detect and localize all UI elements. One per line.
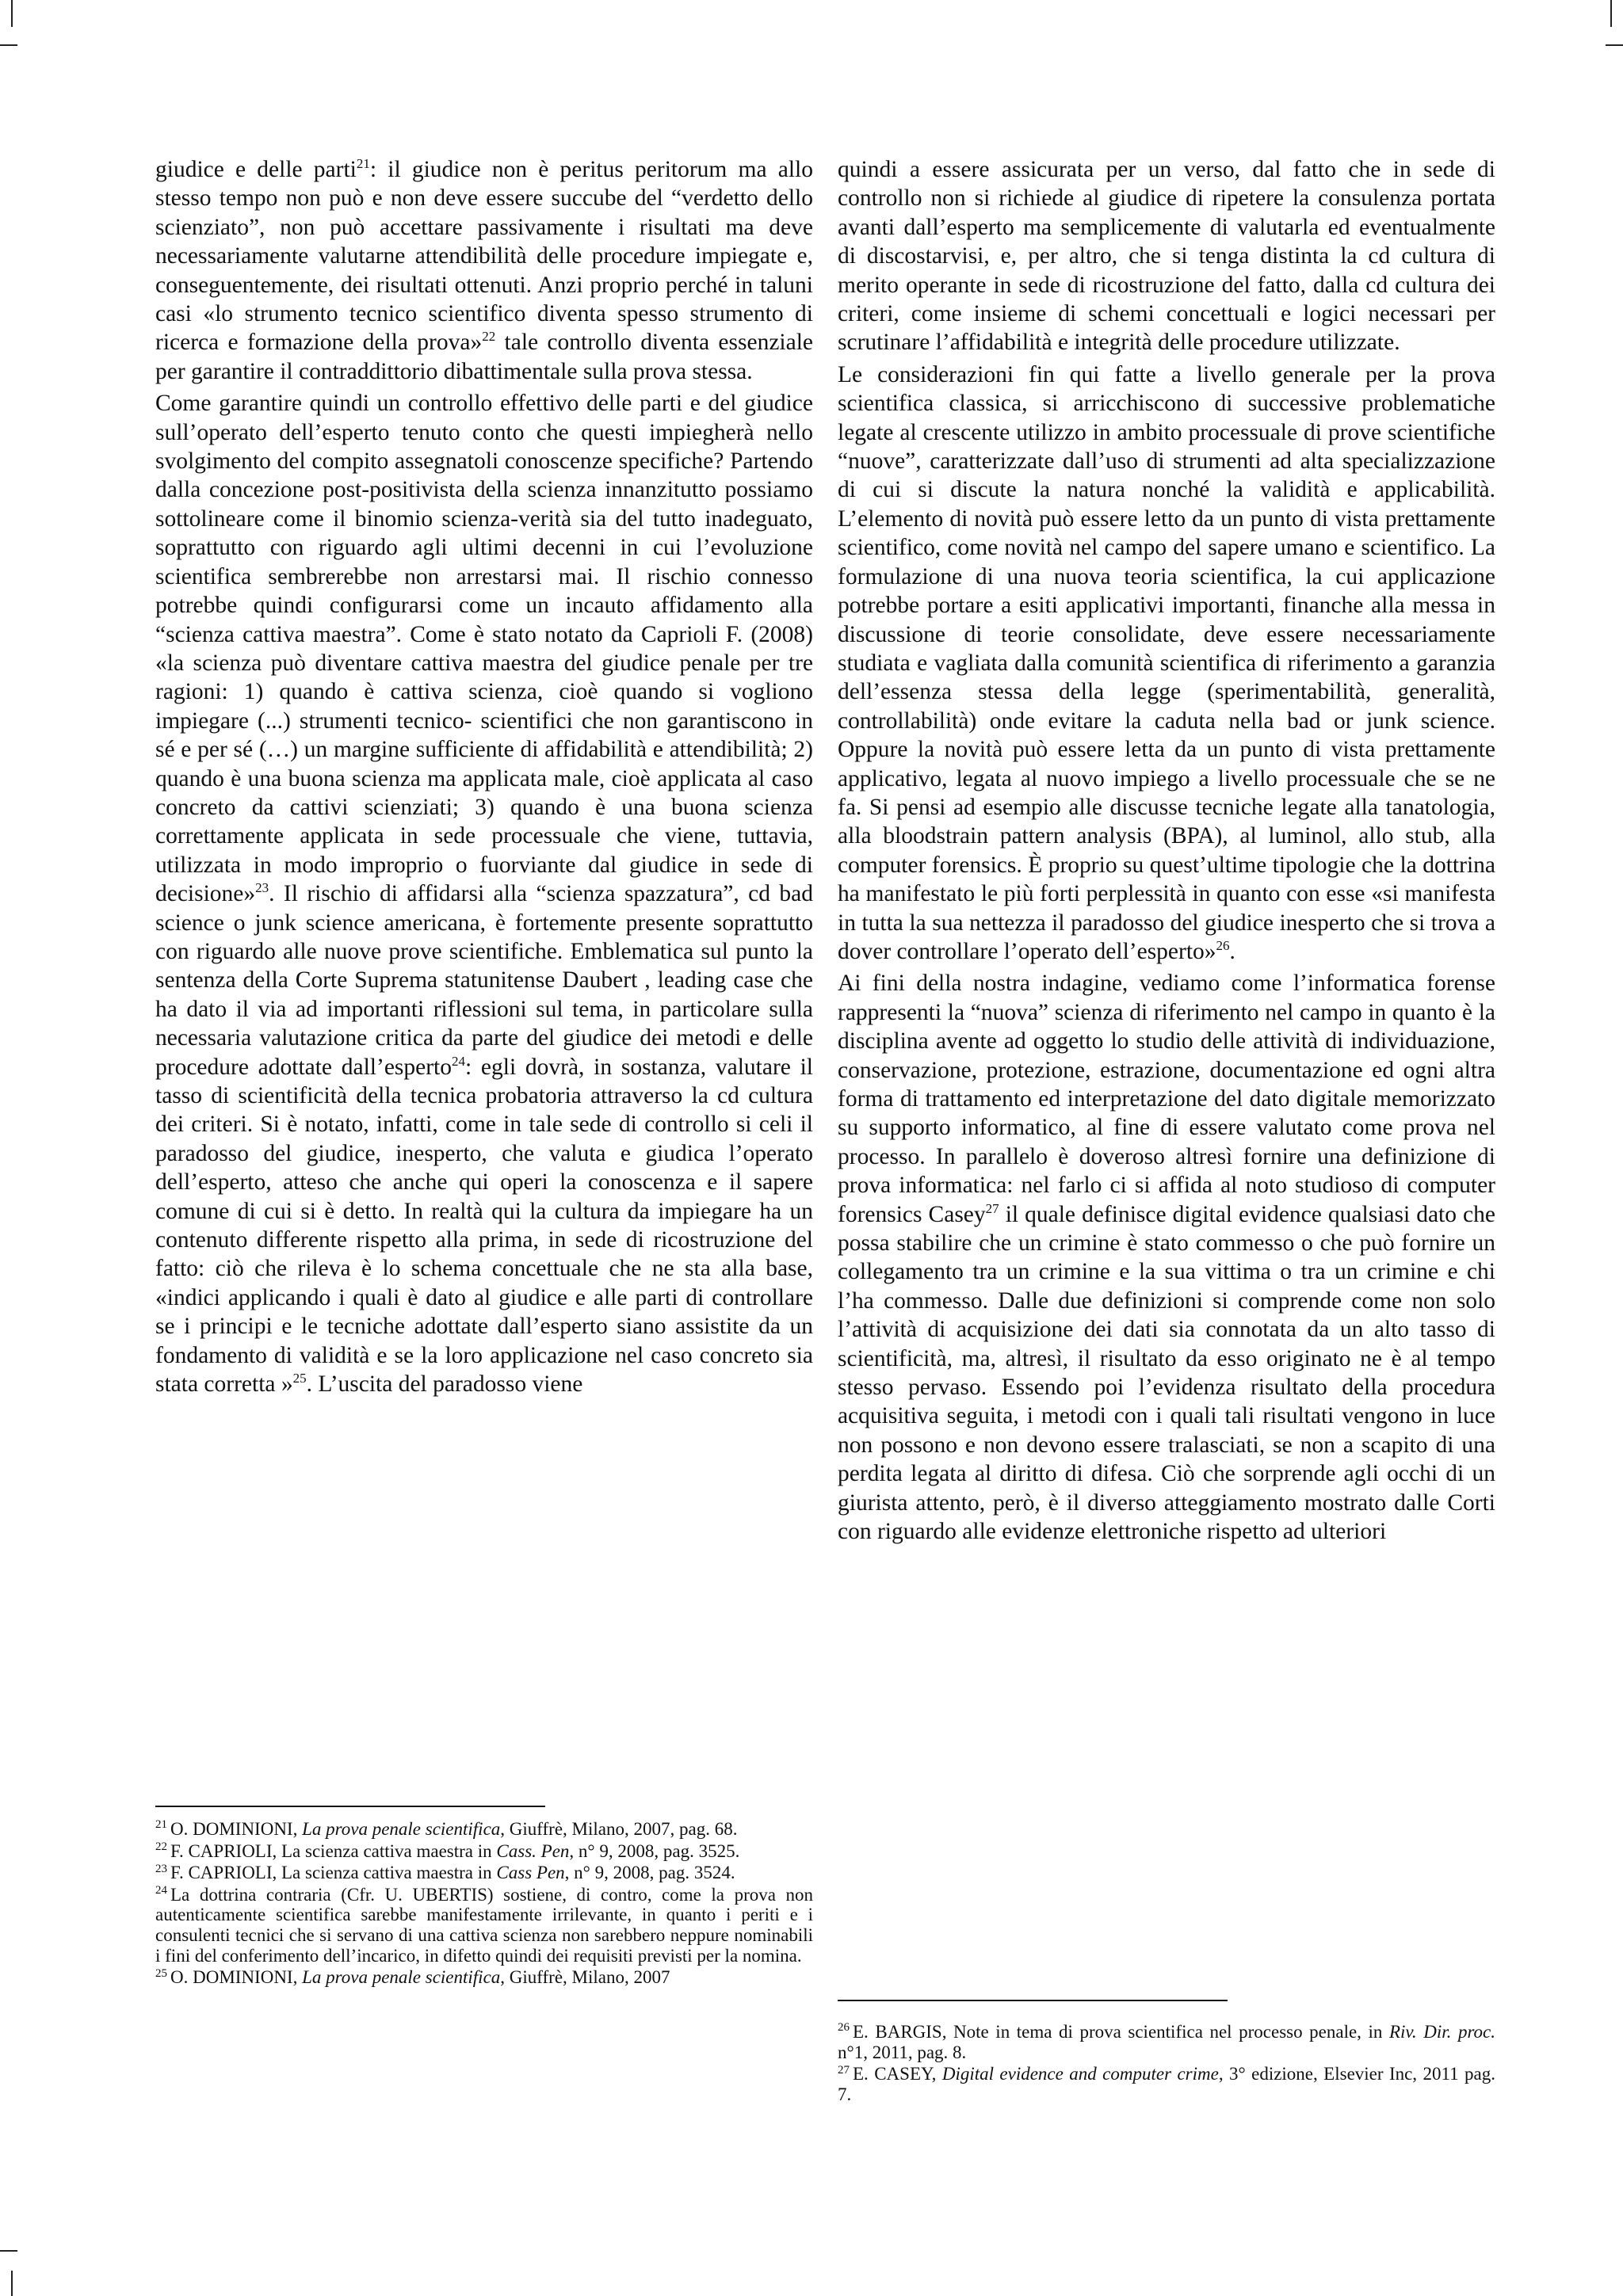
left-footnotes: [155, 1819, 813, 1989]
right-paragraph-1: quindi a essere assicurata per un verso, dal fatto che in sede di controllo non si richiede al giudice di ripetere la consulenza portata avanti dall’esperto ma semplicemente di valutarla ed eventualmente di discostarvisi, e, per altro, che si tenga distinta la cd cultura di merito operante in sede di ricostruzione del fatto, dalla cd cultura dei criteri, come insieme di schemi concettuali e logici necessari per scrutinare l’affidabilità e integrità delle procedure utilizzate.: [838, 157, 1495, 356]
footnote-number: 26: [838, 2021, 850, 2035]
right-column: [838, 155, 1495, 1550]
footnote-text: O. DOMINIONI,: [170, 1819, 303, 1839]
footnote-number: 23: [155, 1862, 167, 1875]
crop-mark-top-right: [1610, 0, 1612, 27]
footnote-text: O. DOMINIONI,: [170, 1967, 303, 1988]
footnote-ref[interactable]: 27: [985, 1200, 999, 1216]
left-column: [155, 155, 813, 1402]
footnote-italic-title: Cass. Pen: [496, 1840, 570, 1861]
footnote: [155, 1841, 813, 1862]
footnote-text: , Giuffrè, Milano, 2007: [500, 1967, 670, 1988]
footnote-text: La dottrina contraria (Cfr. U. UBERTIS) sostiene, di contro, come la prova non autenticamente scientifica sarebbe manifestamente irrilevante, in quanto i periti e i consulenti tecnici che si servano di una cattiva scienza non sarebbero neppure nominabili i fini del conferimento dell’incarico, in difetto quindi dei requisiti previsti per la nomina.: [155, 1884, 813, 1966]
footnote-number: 27: [838, 2063, 850, 2077]
footnote-italic-title: Riv. Dir. proc.: [1388, 2022, 1495, 2042]
footnote-ref[interactable]: 25: [292, 1371, 307, 1386]
crop-mark-bottom-left: [0, 2250, 17, 2252]
footnote-text: , 3° edizione, Elsevier Inc, 2011 pag. 7.: [838, 2064, 1495, 2104]
footnote: [155, 1967, 813, 1988]
footnote-ref[interactable]: 23: [255, 880, 269, 896]
footnote-italic-title: Digital evidence and computer crime: [941, 2064, 1219, 2084]
footnote-separator-left: [155, 1806, 545, 1807]
right-footnotes: [838, 2022, 1495, 2106]
footnote: [838, 2064, 1495, 2104]
left-paragraph-2: Come garantire quindi un controllo effettivo delle parti e del giudice sull’operato dell’esperto tenuto conto che questi impiegherà nello svolgimento del compito assegnatoli conoscenze specifiche? Partendo dalla concezione post-positivista della scienza innanzitutto possiamo sottolineare come il binomio scienza-verità sia del tutto inadeguato, soprattutto con riguardo agli ultimi decenni in cui l’evoluzione scientifica sembrerebbe non arrestarsi mai. Il rischio connesso potrebbe quindi configurarsi come un incauto affidamento alla “scienza cattiva maestra”. Come è stato notato da Caprioli F. (2008) «la scienza può diventare cattiva maestra del giudice penale per tre ragioni: 1) quando è cattiva scienza, cioè quando si vogliono impiegare (...) strumenti tecnico- scientifici che non garantiscono in sé e per sé (…) un margine sufficiente di affidabilità e attendibilità; 2) quando è una buona scienza ma applicata male, cioè applicata al caso concreto da cattivi scienziati; 3) quando è una buona scienza correttamente applicata in sede processuale che viene, tuttavia, utilizzata in modo improprio o fuorviante dal giudice in sede di decisione»$^{23}$. Il rischio di affidarsi alla “scienza spazzatura”, cd bad science o junk science americana, è fortemente presente soprattutto con riguardo alle nuove prove scientifiche. Emblematica sul punto la sentenza della Corte Suprema statunitense Daubert , leading case che ha dato il via ad importanti riflessioni sul tema, in particolare sulla necessaria valutazione critica da parte del giudice dei metodi e delle procedure adottate dall’esperto$^{24}$: egli dovrà, in sostanza, valutare il tasso di scientificità della tecnica probatoria attraverso la cd cultura dei criteri. Si è notato, infatti, come in tale sede di controllo si celi il paradosso del giudice, inesperto, che valuta e giudica l’operato dell’esperto, atteso che anche qui operi la conoscenza e il sapere comune di cui si è detto. In realtà qui la cultura da impiegare ha un contenuto differente rispetto alla prima, in sede di ricostruzione del fatto: ciò che rileva è lo schema concettuale che ne sta alla base, «indici applicando i quali è dato al giudice e alle parti di controllare se i principi e le tecniche adottate dall’esperto siano assistite da un fondamento di validità e se la loro applicazione nel caso concreto sia stata corretta »$^{25}$. L’uscita del paradosso viene: [155, 391, 813, 1398]
footnote-text: F. CAPRIOLI, La scienza cattiva maestra in: [170, 1863, 497, 1883]
right-paragraph-2: Le considerazioni fin qui fatte a livello generale per la prova scientifica classica, si arricchiscono di successive problematiche legate al crescente utilizzo in ambito processuale di prove scientifiche “nuove”, caratterizzate dall’uso di strumenti ad alta specializzazione di cui si discute la natura nonché la validità e applicabilità. L’elemento di novità può essere letto da un punto di vista prettamente scientifico, come novità nel campo del sapere umano e scientifico. La formulazione di una nuova teoria scientifica, la cui applicazione potrebbe portare a esiti applicativi importanti, finanche alla messa in discussione di teorie consolidate, deve essere necessariamente studiata e vagliata dalla comunità scientifica di riferimento a garanzia dell’essenza stessa della legge (sperimentabilità, generalità, controllabilità) onde evitare la caduta nella bad or junk science. Oppure la novità può essere letta da un punto di vista prettamente applicativo, legata al nuovo impiego a livello processuale che se ne fa. Si pensi ad esempio alle discusse tecniche legate alla tanatologia, alla bloodstrain pattern analysis (BPA), al luminol, allo stub, alla computer forensics. È proprio su quest’ultime tipologie che la dottrina ha manifestato le più forti perplessità in quanto con esse «si manifesta in tutta la sua nettezza il paradosso del giudice inesperto che si trova a dover controllare l’operato dell’esperto»$^{26}$.: [838, 361, 1495, 964]
crop-mark-top-left-h: [0, 44, 17, 46]
footnote-text: E. BARGIS, Note in tema di prova scientifica nel processo penale, in: [853, 2022, 1389, 2042]
footnote-ref[interactable]: 26: [1216, 938, 1230, 954]
footnote-text: , n° 9, 2008, pag. 3524.: [564, 1863, 735, 1883]
footnote-number: 21: [155, 1818, 167, 1832]
footnote-italic-title: La prova penale scientifica: [302, 1819, 501, 1839]
crop-mark-bottom-left-v: [11, 2271, 13, 2296]
footnote-number: 25: [155, 1966, 167, 1980]
footnote-text: E. CASEY,: [853, 2064, 942, 2084]
crop-mark-top-left: [11, 0, 13, 27]
footnote: [838, 2022, 1495, 2062]
footnote-italic-title: La prova penale scientifica: [302, 1967, 501, 1988]
footnote-separator-right: [838, 2000, 1228, 2001]
footnote-number: 22: [155, 1840, 167, 1853]
footnote: [155, 1863, 813, 1883]
crop-mark-top-right-h: [1606, 44, 1623, 46]
footnote-ref[interactable]: 21: [356, 156, 370, 172]
footnote-text: , Giuffrè, Milano, 2007, pag. 68.: [500, 1819, 738, 1839]
footnote-ref[interactable]: 24: [452, 1053, 465, 1069]
footnote: [155, 1819, 813, 1840]
footnote-text: F. CAPRIOLI, La scienza cattiva maestra in: [170, 1840, 497, 1861]
footnote-ref[interactable]: 22: [482, 329, 496, 345]
left-paragraph-1: giudice e delle parti$^{21}$: il giudice non è peritus peritorum ma allo stesso tempo non può e non deve essere succube del “verdetto dello scienziato”, non può accettare passivamente i risultati ma deve necessariamente valutarne attendibilità delle procedure impiegate e, conseguentemente, dei risultati ottenuti. Anzi proprio perché in taluni casi «lo strumento tecnico scientifico diventa spesso strumento di ricerca e formazione della prova»$^{22}$ tale controllo diventa essenziale per garantire il contraddittorio dibattimentale sulla prova stessa.: [155, 156, 814, 384]
footnote-text: , n° 9, 2008, pag. 3525.: [569, 1840, 740, 1861]
footnote-italic-title: Cass Pen: [496, 1863, 565, 1883]
footnote-text: n°1, 2011, pag. 8.: [838, 2042, 967, 2062]
footnote-number: 24: [155, 1884, 167, 1897]
footnote: [155, 1885, 813, 1966]
right-paragraph-3: Ai fini della nostra indagine, vediamo come l’informatica forense rappresenti la “nuova” scienza di riferimento nel campo in quanto è la disciplina avente ad oggetto lo studio delle attività di individuazione, conservazione, protezione, estrazione, documentazione ed ogni altra forma di trattamento ed interpretazione del dato digitale memorizzato su supporto informatico, al fine di essere valutato come prova nel processo. In parallelo è doveroso altresì fornire una definizione di prova informatica: nel farlo ci si affida al noto studioso di computer forensics Casey$^{27}$ il quale definisce digital evidence qualsiasi dato che possa stabilire che un crimine è stato commesso o che può fornire un collegamento tra un crimine e la sua vittima o tra un crimine e chi l’ha commesso. Dalle due definizioni si comprende come non solo l’attività di acquisizione dei dati sia connotata da un alto tasso di scientificità, ma, altresì, il risultato da esso originato ne è al tempo stesso pervaso. Essendo poi l’evidenza risultato della procedura acquisitiva seguita, i metodi con i quali tali risultati vengono in luce non possono e non devono essere tralasciati, se non a scapito di una perdita legata al diritto di difesa. Ciò che sorprende agli occhi di un giurista attento, però, è il diverso atteggiamento mostrato dalle Corti con riguardo alle evidenze elettroniche rispetto ad ulteriori: [838, 971, 1495, 1545]
